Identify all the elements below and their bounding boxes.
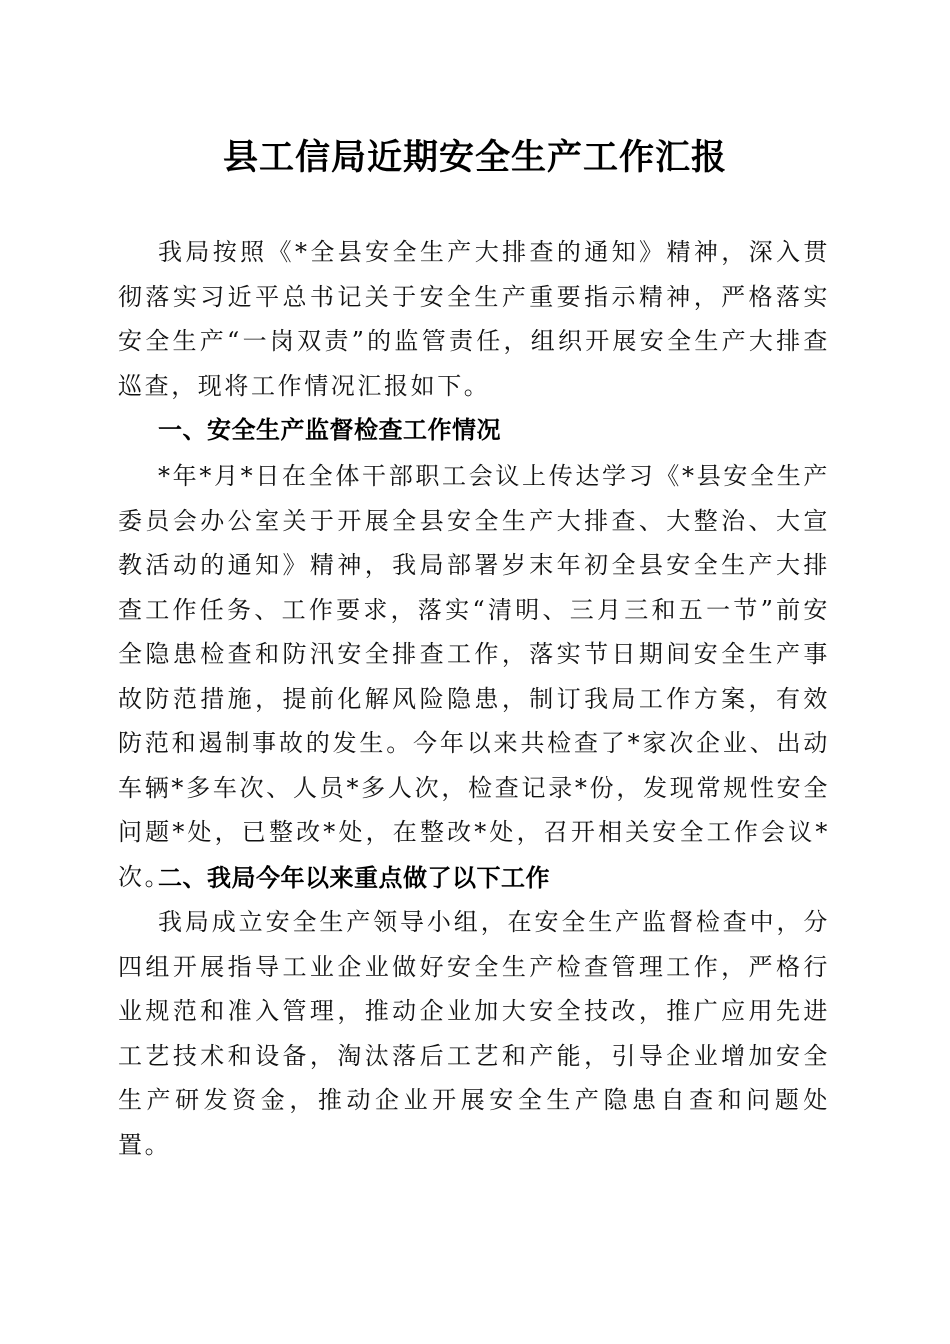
section-heading-one: 一、安全生产监督检查工作情况 <box>158 416 501 444</box>
section-heading-two: 二、我局今年以来重点做了以下工作 <box>158 864 550 892</box>
document-title: 县工信局近期安全生产工作汇报 <box>222 137 727 178</box>
section-paragraph-one: *年*月*日在全体干部职工会议上传达学习《*县安全生产委员会办公室关于开展全县安全生产大排查、大整治、大宣教活动的通知》精神，我局部署岁末年初全县安全生产大排查工作任务、工作要求，落实“清明、三月三和五一节”前安全隐患检查和防汛安全排查工作，落实节日期间安全生产事故防范措施，提前化解风险隐患，制订我局工作方案，有效防范和遏制事故的发生。今年以来共检查了*家次企业、出动车辆*多车次、人员*多人次，检查记录*份，发现常规性安全问题*处，已整改*处，在整改*处，召开相关安全工作会议*次。 <box>118 462 830 891</box>
intro-paragraph: 我局按照《*全县安全生产大排查的通知》精神，深入贯彻落实习近平总书记关于安全生产重要指示精神，严格落实安全生产“一岗双责”的监管责任，组织开展安全生产大排查巡查，现将工作情况汇报如下。 <box>118 238 830 400</box>
section-paragraph-two: 我局成立安全生产领导小组，在安全生产监督检查中，分四组开展指导工业企业做好安全生产检查管理工作，严格行业规范和准入管理，推动企业加大安全技改，推广应用先进工艺技术和设备，淘汰落后工艺和产能，引导企业增加安全生产研发资金，推动企业开展安全生产隐患自查和问题处置。 <box>118 908 830 1159</box>
